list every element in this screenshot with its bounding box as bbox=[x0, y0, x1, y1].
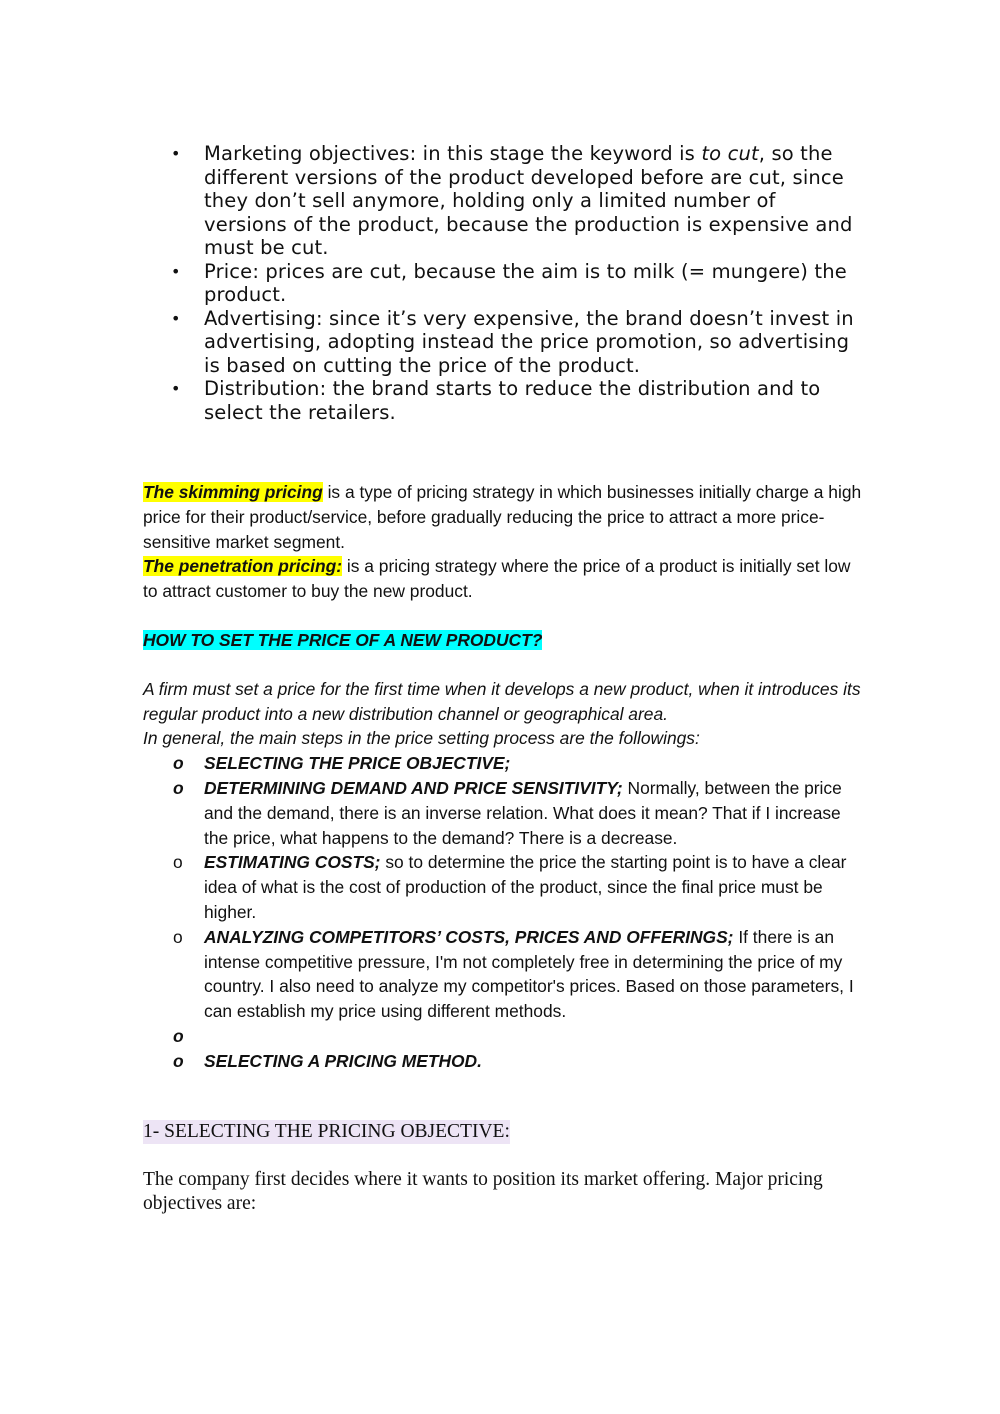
skimming-definition: The skimming pricing is a type of pricing strategy in which businesses initially charge a high price for their product/service, before gradually reducing the price to attract a more price-sensitive market segment. bbox=[143, 482, 862, 552]
skimming-term: The skimming pricing bbox=[143, 482, 323, 502]
document-page bbox=[143, 142, 863, 1217]
list-item: • Marketing objectives: in this stage the keyword is to cut, so the different versions of the product developed before are cut, since they don’t sell anymore, holding only a limited number of versions of the product, because the production is expensive and must be cut. bbox=[171, 142, 853, 259]
bullet-icon: o bbox=[173, 777, 184, 798]
how-heading: HOW TO SET THE PRICE OF A NEW PRODUCT? bbox=[143, 629, 543, 650]
list-item: o ESTIMATING COSTS; so to determine the price the starting point is to have a clear idea of what is the cost of production of the product, since the final price must be higher. bbox=[173, 852, 847, 922]
intro-paragraph: A firm must set a price for the first time when it develops a new product, when it introduces its regular product into a new distribution channel or geographical area. bbox=[143, 678, 861, 724]
list-item: • Price: prices are cut, because the aim is to milk (= mungere) the product. bbox=[171, 259, 847, 306]
bullet-icon: o bbox=[173, 852, 183, 873]
intro-line: In general, the main steps in the price setting process are the followings: bbox=[143, 728, 700, 749]
bullet-icon: • bbox=[171, 308, 181, 328]
stage-bullet-list bbox=[143, 142, 863, 424]
list-item: o SELECTING THE PRICE OBJECTIVE; bbox=[143, 751, 863, 776]
bullet-icon: o bbox=[173, 1025, 184, 1046]
bullet-icon: • bbox=[171, 379, 181, 398]
price-steps-list bbox=[143, 751, 863, 1073]
list-item: o ANALYZING COMPETITORS’ COSTS, PRICES AND OFFERINGS; If there is an intense competitive pressure, I'm not completely free in determining the price of my country. I also need to analyze my competitor's prices. Based on those parameters, I can establish my price using different methods. bbox=[173, 926, 854, 1022]
bullet-icon: • bbox=[171, 261, 181, 281]
list-item: • Distribution: the brand starts to reduce the distribution and to select the retailers. bbox=[171, 377, 821, 424]
penetration-term: The penetration pricing: bbox=[143, 556, 343, 577]
list-item: • Advertising: since it’s very expensive, the brand doesn’t invest in advertising, adopting instead the price promotion, so advertising is based on cutting the price of the product. bbox=[171, 306, 854, 377]
bullet-icon: o bbox=[173, 1050, 184, 1071]
list-item bbox=[143, 1024, 863, 1049]
section-paragraph: The company first decides where it wants to position its market offering. Major pricing objectives are: bbox=[143, 1168, 823, 1215]
penetration-definition: The penetration pricing: is a pricing strategy where the price of a product is initially set low to attract customer to buy the new product. bbox=[143, 556, 851, 602]
bullet-icon: o bbox=[173, 926, 183, 947]
section-heading: 1- SELECTING THE PRICING OBJECTIVE: bbox=[143, 1120, 510, 1142]
list-item: o SELECTING A PRICING METHOD. bbox=[143, 1049, 863, 1074]
bullet-icon: • bbox=[171, 144, 181, 163]
list-item: o DETERMINING DEMAND AND PRICE SENSITIVITY; Normally, between the price and the demand, there is an inverse relation. What does it mean? That if I increase the price, what happens to the demand? There is a decrease. bbox=[173, 777, 842, 848]
bullet-icon: o bbox=[173, 753, 184, 774]
